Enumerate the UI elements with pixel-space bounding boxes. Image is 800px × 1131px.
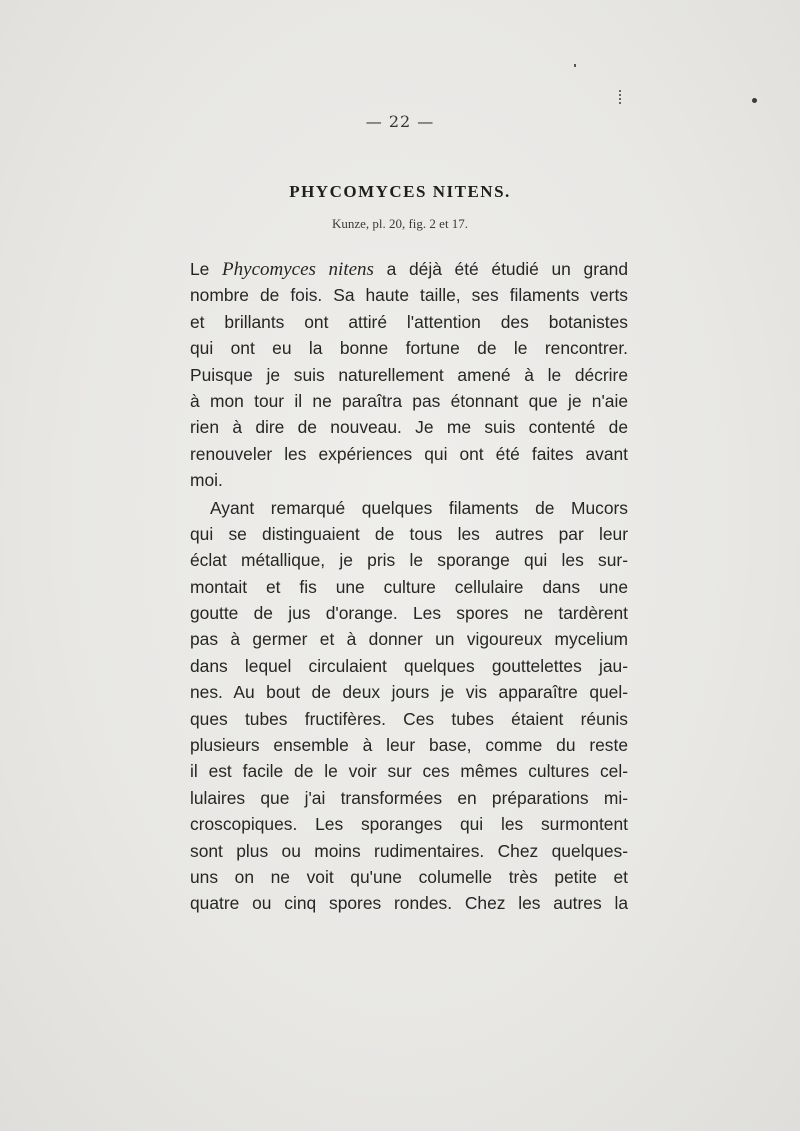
paragraph bbox=[190, 256, 628, 494]
text-line: il est facile de le voir sur ces mêmes cultures cel- bbox=[190, 761, 628, 782]
text-line: plusieurs ensemble à leur base, comme du reste bbox=[190, 735, 628, 756]
text-line: et brillants ont attiré l'attention des botanistes bbox=[190, 311, 628, 332]
page-number: — 22 — bbox=[365, 112, 435, 131]
text-line: Puisque je suis naturellement amené à le décrire bbox=[190, 364, 628, 385]
text-line: qui ont eu la bonne fortune de le rencontrer. bbox=[190, 338, 628, 359]
text-line: sont plus ou moins rudimentaires. Chez quelques- bbox=[190, 840, 628, 861]
text-line: quatre ou cinq spores rondes. Chez les autres la bbox=[190, 893, 628, 914]
species-name-italic: Phycomyces nitens bbox=[222, 259, 374, 280]
citation-reference: Kunze, pl. 20, fig. 2 et 17. bbox=[331, 216, 469, 231]
text-line: nombre de fois. Sa haute taille, ses filaments verts bbox=[190, 285, 628, 306]
text-fragment: Le bbox=[190, 259, 223, 279]
text-line: rien à dire de nouveau. Je me suis contenté de bbox=[190, 417, 628, 438]
text-line: à mon tour il ne paraîtra pas étonnant que je n'aie bbox=[190, 390, 628, 411]
text-line: montait et fis une culture cellulaire dans une bbox=[190, 576, 628, 597]
body-text bbox=[190, 256, 628, 917]
paragraph bbox=[190, 495, 628, 917]
ink-speck bbox=[619, 90, 623, 104]
text-line: renouveler les expériences qui ont été faites avant bbox=[190, 443, 628, 464]
text-line: pas à germer et à donner un vigoureux mycelium bbox=[190, 629, 628, 650]
text-line: ques tubes fructifères. Ces tubes étaient réunis bbox=[190, 708, 628, 729]
ink-dot bbox=[752, 98, 757, 103]
text-line: moi. bbox=[190, 470, 223, 491]
ink-speck bbox=[574, 64, 576, 67]
text-line: éclat métallique, je pris le sporange qui les sur- bbox=[190, 550, 628, 571]
text-line: dans lequel circulaient quelques gouttelettes jau- bbox=[190, 655, 628, 676]
text-line: lulaires que j'ai transformées en préparations mi- bbox=[190, 787, 628, 808]
text-line: croscopiques. Les sporanges qui les surmontent bbox=[190, 814, 628, 835]
text-line bbox=[190, 256, 628, 282]
text-line: goutte de jus d'orange. Les spores ne tardèrent bbox=[190, 603, 628, 624]
text-line: Ayant remarqué quelques filaments de Mucors bbox=[210, 497, 628, 518]
page-title: PHYCOMYCES NITENS. bbox=[289, 182, 511, 201]
text-fragment: a déjà été étudié un grand bbox=[373, 259, 629, 279]
text-line: nes. Au bout de deux jours je vis apparaître quel- bbox=[190, 682, 628, 703]
text-line: uns on ne voit qu'une columelle très petite et bbox=[190, 866, 628, 887]
text-line: qui se distinguaient de tous les autres par leur bbox=[190, 523, 628, 544]
